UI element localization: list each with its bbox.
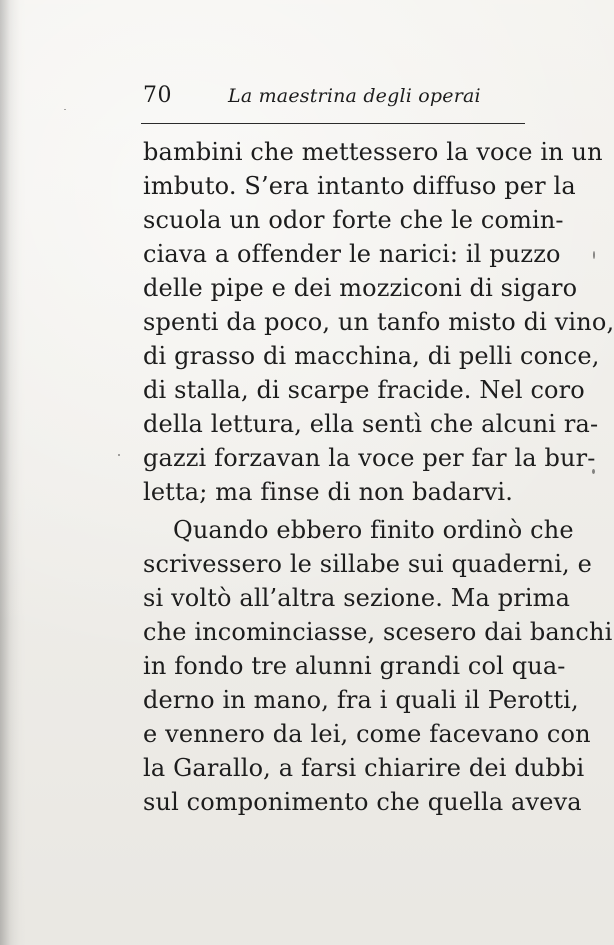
running-title: La maestrina degli operai (228, 85, 481, 107)
scan-speck (593, 251, 595, 259)
paragraph-first-line: Quando ebbero finito ordinò che (173, 516, 574, 544)
text-line: ciava a offender le narici: il puzzo (143, 240, 561, 268)
scan-speck (64, 109, 66, 110)
text-line: la Garallo, a farsi chiarire dei dubbi (143, 754, 585, 782)
scan-speck (118, 454, 120, 456)
text-line: sul componimento che quella aveva (143, 788, 582, 816)
text-line: bambini che mettessero la voce in un (143, 138, 603, 166)
scan-speck (592, 469, 595, 474)
running-head (143, 83, 525, 113)
text-line: si voltò all’altra sezione. Ma prima (143, 584, 571, 612)
text-line: delle pipe e dei mozziconi di sigaro (143, 274, 578, 302)
text-line: spenti da poco, un tanfo misto di vino, (143, 308, 614, 336)
text-line: della lettura, ella sentì che alcuni ra- (143, 410, 599, 438)
text-line: gazzi forzavan la voce per far la bur- (143, 444, 596, 472)
body-text (143, 135, 614, 845)
text-line: letta; ma finse di non badarvi. (143, 478, 514, 506)
page-gutter-shadow (0, 0, 20, 945)
text-line: di grasso di macchina, di pelli conce, (143, 342, 600, 370)
text-line: imbuto. S’era intanto diffuso per la (143, 172, 576, 200)
text-line: scrivessero le sillabe sui quaderni, e (143, 550, 592, 578)
text-line: di stalla, di scarpe fracide. Nel coro (143, 376, 585, 404)
text-line: in fondo tre alunni grandi col qua- (143, 652, 566, 680)
text-line: scuola un odor forte che le comin- (143, 206, 564, 234)
header-rule (141, 123, 525, 124)
text-line: e vennero da lei, come facevano con (143, 720, 591, 748)
text-line: derno in mano, fra i quali il Perotti, (143, 686, 579, 714)
page-number: 70 (143, 83, 172, 108)
text-line: che incominciasse, scesero dai banchi (143, 618, 613, 646)
